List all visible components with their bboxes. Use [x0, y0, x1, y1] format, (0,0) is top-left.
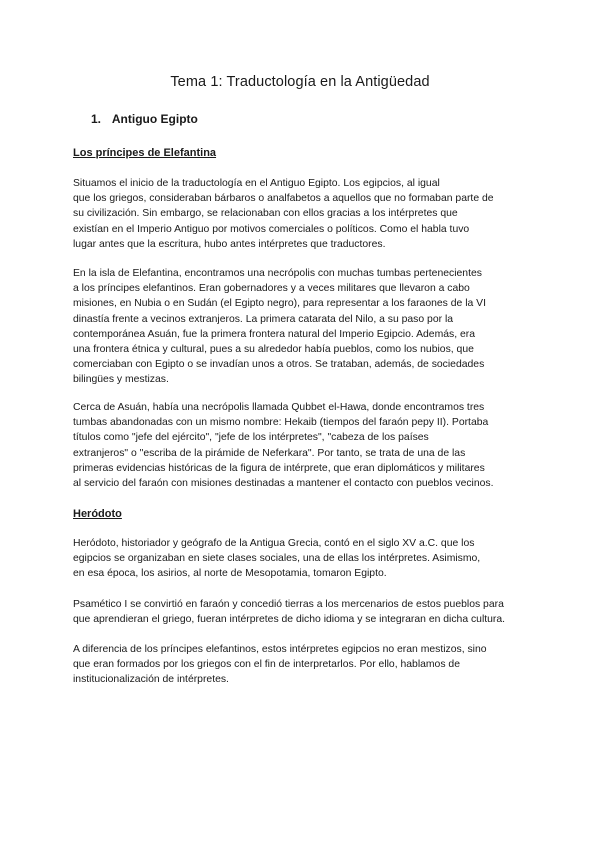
text-line: Heródoto, historiador y geógrafo de la Antigua Grecia, contó en el siglo XV a.C. que los — [73, 538, 475, 549]
text-line: En la isla de Elefantina, encontramos una necrópolis con muchas tumbas pertenecientes — [73, 268, 482, 279]
text-line: comerciaban con Egipto o se invadían unos a otros. Se trataban, además, de sociedades — [73, 359, 485, 371]
text-line: misiones, en Nubia o en Sudán (el Egipto negro), para representar a los faraones de la VI — [73, 298, 486, 310]
subheading-principes: Los príncipes de Elefantina — [73, 147, 217, 159]
paragraph — [73, 176, 539, 252]
section-number: 1. — [91, 112, 102, 126]
text-line: bilingües y mestizas. — [73, 374, 169, 386]
text-line: que los griegos, consideraban bárbaros o analfabetos a aquellos que no formaban parte de — [73, 193, 494, 205]
text-line: al servicio del faraón con misiones destinadas a mantener el contacto con pueblos vecinos. — [73, 478, 494, 490]
text-line: Cerca de Asuán, había una necrópolis llamada Qubbet el-Hawa, donde encontramos tres — [73, 402, 485, 413]
text-line: Situamos el inicio de la traductología en el Antiguo Egipto. Los egipcios, al igual — [73, 178, 440, 189]
text-line: que aprendieran el griego, fueran intérpretes de dicho idioma y se integraran en dicha cultura. — [73, 614, 506, 626]
text-line: en esa época, los asirios, al norte de Mesopotamia, tomaron Egipto. — [73, 568, 387, 580]
paragraph — [73, 597, 539, 627]
paragraph — [73, 400, 539, 491]
text-line: una frontera étnica y cultural, pues a su alrededor había pueblos, como los nubios, que — [73, 344, 474, 356]
text-line: egipcios se organizaban en siete clases sociales, una de ellas los intérpretes. Asimismo, — [73, 553, 481, 565]
paragraph — [73, 266, 539, 388]
text-line: primeras evidencias históricas de la figura de intérprete, que eran diplomáticos y militares — [73, 462, 485, 474]
text-line: que eran formados por los griegos con el fin de interpretarlos. Por ello, hablamos de — [73, 659, 460, 671]
text-line: extranjeros" o "escriba de la pirámide de Neferkara". Por tanto, se trata de una de las — [73, 447, 466, 459]
subheading-herodoto: Heródoto — [73, 508, 122, 520]
paragraph — [73, 642, 539, 688]
text-line: existían en el Imperio Antiguo por motivos comerciales o políticos. Como el habla tuvo — [73, 223, 470, 235]
paragraph — [73, 536, 539, 582]
section-label: Antiguo Egipto — [111, 112, 198, 126]
section-heading — [91, 112, 198, 126]
text-line: contemporánea Asuán, fue la primera frontera natural del Imperio Egipcio. Además, era — [73, 328, 475, 340]
text-line: su civilización. Sin embargo, se relacionaban con ellos gracias a los intérpretes que — [73, 208, 458, 220]
text-line: lugar antes que la escritura, hubo antes intérpretes que traductores. — [73, 238, 386, 250]
text-line: dinastía frente a vecinos extranjeros. La primera catarata del Nilo, a su paso por la — [73, 313, 454, 325]
text-line: Psamético I se convirtió en faraón y concedió tierras a los mercenarios de estos pueblos para — [73, 599, 504, 610]
text-line: a los príncipes elefantinos. Eran gobernadores y a veces militares que llevaron a cabo — [73, 283, 470, 295]
page-title: Tema 1: Traductología en la Antigüedad — [170, 74, 430, 90]
text-line: institucionalización de intérpretes. — [73, 674, 229, 686]
text-line: tumbas abandonadas con un mismo nombre: Hekaib (tiempos del faraón pepy II). Portaba — [73, 417, 489, 429]
text-line: títulos como "jefe del ejército", "jefe de los intérpretes", "cabeza de los países — [73, 432, 429, 444]
text-line: A diferencia de los príncipes elefantinos, estos intérpretes egipcios no eran mestizos, sino — [73, 644, 487, 655]
